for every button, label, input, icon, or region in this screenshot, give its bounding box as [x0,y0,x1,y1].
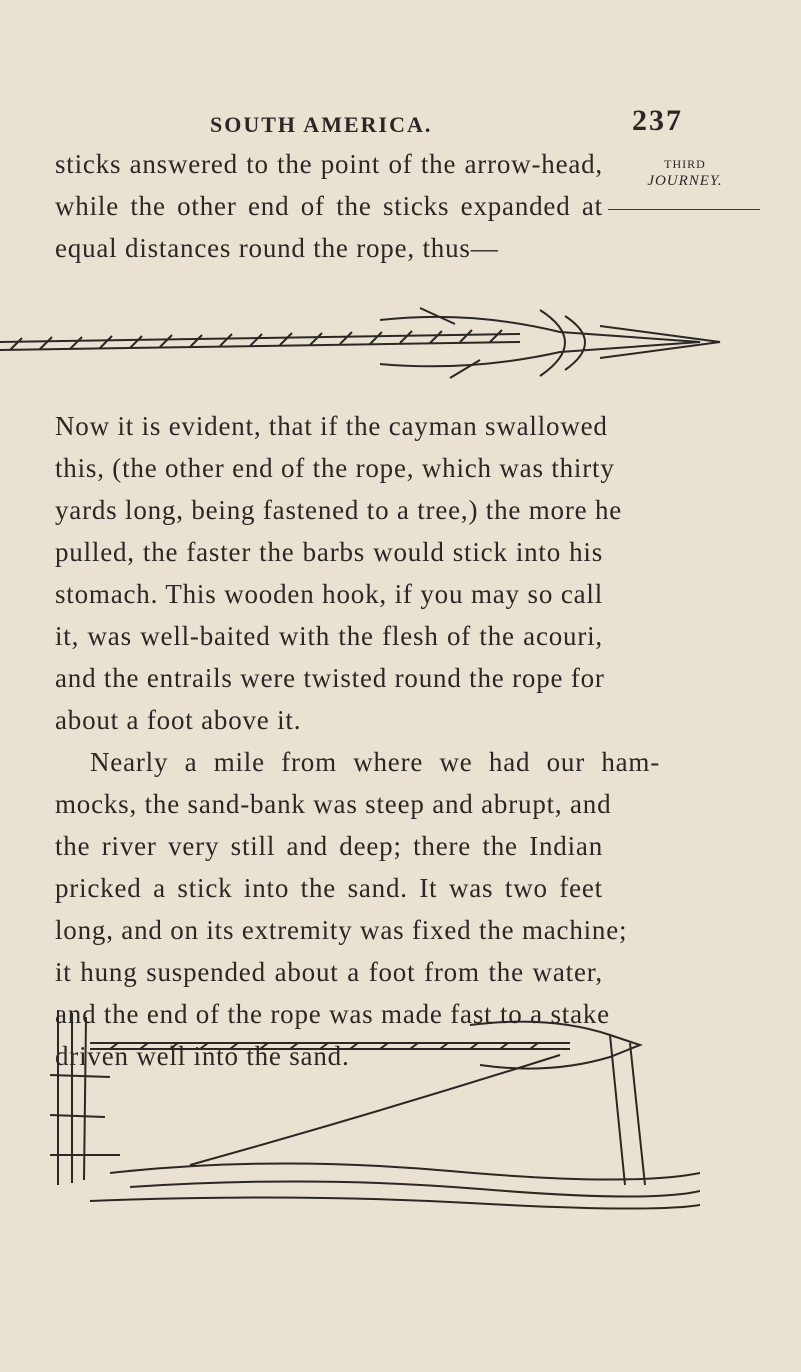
text-line-10: and the entrails were twisted round the rope for [55,663,605,693]
text-line-19: driven well into the sand. [55,1041,350,1071]
text-line-1: sticks answered to the point of the arrow-head, [55,149,603,179]
side-note-rule [608,209,760,210]
text-line-7: pulled, the faster the barbs would stick into his [55,537,603,567]
text-line-6: yards long, being fastened to a tree,) the more he [55,495,623,525]
running-head: SOUTH AMERICA. [210,112,433,137]
rope-with-barbed-sticks-illustration [0,280,801,400]
text-line-17: it hung suspended about a foot from the water, [55,957,603,987]
text-line-18: and the end of the rope was made fast to a stake [55,999,610,1029]
text-line-14: the river very still and deep; there the Indian [55,831,603,861]
text-line-9: it, was well-baited with the flesh of the acouri, [55,621,603,651]
text-line-15: pricked a stick into the sand. It was two feet [55,873,603,903]
text-line-16: long, and on its extremity was fixed the machine; [55,915,628,945]
text-line-2: while the other end of the sticks expanded at [55,191,603,221]
text-line-5: this, (the other end of the rope, which was thirty [55,453,615,483]
text-line-8: stomach. This wooden hook, if you may so call [55,579,603,609]
text-line-11: about a foot above it. [55,705,302,735]
side-note-line2: JOURNEY. [647,173,723,189]
text-line-4: Now it is evident, that if the cayman swallowed [55,411,608,441]
riverbank-stake-and-rope-illustration [50,1005,700,1215]
side-note-line1: THIRD [664,157,706,171]
side-note [610,156,760,190]
text-line-3: equal distances round the rope, thus— [55,233,499,263]
text-line-13: mocks, the sand-bank was steep and abrupt, and [55,789,612,819]
text-line-12: Nearly a mile from where we had our ham- [90,747,660,777]
page-number: 237 [632,104,683,137]
